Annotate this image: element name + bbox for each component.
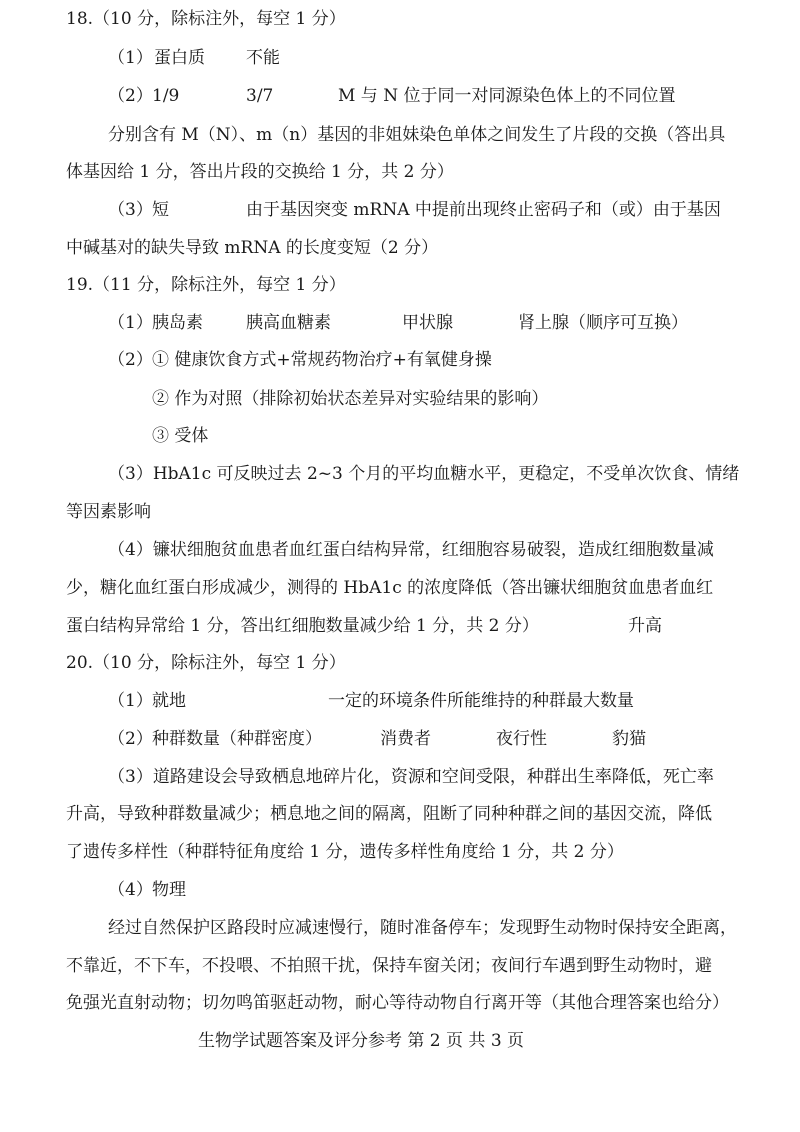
- q19-part4-scoring: 蛋白结构异常给 1 分，答出红细胞数量减少给 1 分，共 2 分）: [66, 616, 539, 636]
- q19-part3-text: （3）HbA1c 可反映过去 2~3 个月的平均血糖水平，更稳定，不受单次饮食、情绪: [108, 464, 740, 484]
- q20-part4-continuation: 不靠近，不下车，不投喂、不拍照干扰，保持车窗关闭；夜间行车遇到野生动物时，避: [66, 956, 712, 976]
- q19-part4-line3: [0, 609, 800, 643]
- q18-part2-line: [0, 79, 800, 113]
- q19-part2-sub3: ③ 受体: [152, 426, 209, 446]
- q20-part2-answer-a: 种群数量（种群密度）: [152, 729, 322, 749]
- q20-part2-answer-c: 夜行性: [496, 729, 547, 749]
- q19-part1-answer-c: 甲状腺: [402, 313, 453, 333]
- q18-part2-line3: [0, 155, 800, 189]
- q20-part1-answer-b: 一定的环境条件所能维持的种群最大数量: [328, 691, 634, 711]
- q18-part1-number: （1）: [108, 48, 153, 68]
- q18-part3-answer-b: 由于基因突变 mRNA 中提前出现终止密码子和（或）由于基因: [246, 200, 721, 220]
- q20-part2-answer-d: 豹猫: [612, 729, 646, 749]
- q18-part1-answer-b: 不能: [246, 48, 280, 68]
- q19-part1-line: [0, 306, 800, 340]
- q20-part4-continuation-2: 免强光直射动物；切勿鸣笛驱赶动物，耐心等待动物自行离开等（其他合理答案也给分）: [66, 993, 729, 1013]
- q19-part1-number: （1）: [108, 313, 153, 333]
- q20-part3-continuation: 升高，导致种群数量减少；栖息地之间的隔离，阻断了同种种群之间的基因交流，降低: [66, 804, 712, 824]
- q19-header-line: [0, 268, 800, 302]
- q19-part4-text: （4）镰状细胞贫血患者血红蛋白结构异常，红细胞容易破裂，造成红细胞数量减: [108, 540, 714, 560]
- q20-part3-scoring: 了遗传多样性（种群特征角度给 1 分，遗传多样性角度给 1 分，共 2 分）: [66, 842, 624, 862]
- q18-header-line: [0, 2, 800, 36]
- q20-part4-line: [0, 873, 800, 907]
- q18-part3-line2: [0, 231, 800, 265]
- page-footer: 生物学试题答案及评分参考 第 2 页 共 3 页: [198, 1031, 525, 1051]
- q18-part2-number: （2）: [108, 86, 153, 106]
- q19-part4-line2: [0, 571, 800, 605]
- q19-part2-number: （2）: [108, 350, 153, 370]
- q18-part2-scoring: 体基因给 1 分，答出片段的交换给 1 分，共 2 分）: [66, 162, 454, 182]
- q18-part2-line2: [0, 118, 800, 152]
- q18-part3-line: [0, 193, 800, 227]
- q19-part4-continuation: 少，糖化血红蛋白形成减少，测得的 HbA1c 的浓度降低（答出镰状细胞贫血患者血红: [66, 578, 714, 598]
- q18-part1-line: [0, 41, 800, 75]
- q19-part2-sub2-line: [0, 382, 800, 416]
- q18-header: 18.（10 分，除标注外，每空 1 分）: [66, 9, 346, 29]
- q19-part2-line: [0, 343, 800, 377]
- q20-part1-line: [0, 684, 800, 718]
- q19-header: 19.（11 分，除标注外，每空 1 分）: [66, 275, 346, 295]
- q19-part3-continuation: 等因素影响: [66, 502, 151, 522]
- q20-part1-answer-a: 就地: [152, 691, 186, 711]
- q20-part3-line2: [0, 797, 800, 831]
- q20-part4-text: 经过自然保护区路段时应减速慢行，随时准备停车；发现野生动物时保持安全距离，: [108, 918, 737, 938]
- q20-part4-line2: [0, 911, 800, 945]
- q18-part3-answer-a: 短: [152, 200, 169, 220]
- q20-part4-line3: [0, 949, 800, 983]
- q19-part3-line2: [0, 495, 800, 529]
- q18-part3-continuation: 中碱基对的缺失导致 mRNA 的长度变短（2 分）: [66, 238, 439, 258]
- q20-part4-answer-a: 物理: [152, 880, 186, 900]
- page-footer-line: [0, 1024, 800, 1058]
- q20-part3-text: （3）道路建设会导致栖息地碎片化，资源和空间受限，种群出生率降低，死亡率: [108, 767, 714, 787]
- q20-part4-number: （4）: [108, 880, 153, 900]
- q20-part3-line3: [0, 835, 800, 869]
- q19-part1-answer-d: 肾上腺（顺序可互换）: [518, 313, 688, 333]
- q20-part2-number: （2）: [108, 729, 153, 749]
- q18-part2-answer-c: M 与 N 位于同一对同源染色体上的不同位置: [338, 86, 676, 106]
- q19-part2-sub1: ① 健康饮食方式+常规药物治疗+有氧健身操: [152, 350, 492, 370]
- q20-part1-number: （1）: [108, 691, 153, 711]
- q18-part2-answer-b: 3/7: [246, 86, 274, 106]
- q20-part3-line: [0, 760, 800, 794]
- q20-header-line: [0, 646, 800, 680]
- q19-part4-line: [0, 533, 800, 567]
- q19-part2-sub2: ② 作为对照（排除初始状态差异对实验结果的影响）: [152, 389, 549, 409]
- q20-part2-line: [0, 722, 800, 756]
- q20-header: 20.（10 分，除标注外，每空 1 分）: [66, 653, 346, 673]
- q18-part3-number: （3）: [108, 200, 153, 220]
- q20-part4-line4: [0, 986, 800, 1020]
- q19-part4-answer-tail: 升高: [628, 616, 662, 636]
- q18-part1-answer-a: 蛋白质: [154, 48, 205, 68]
- q18-part2-answer-a: 1/9: [152, 86, 180, 106]
- q20-part2-answer-b: 消费者: [380, 729, 431, 749]
- q19-part3-line: [0, 457, 800, 491]
- q18-part2-explanation: 分别含有 M（N）、m（n）基因的非姐妹染色单体之间发生了片段的交换（答出具: [108, 125, 726, 145]
- q19-part1-answer-b: 胰高血糖素: [246, 313, 331, 333]
- q19-part2-sub3-line: [0, 419, 800, 453]
- q19-part1-answer-a: 胰岛素: [152, 313, 203, 333]
